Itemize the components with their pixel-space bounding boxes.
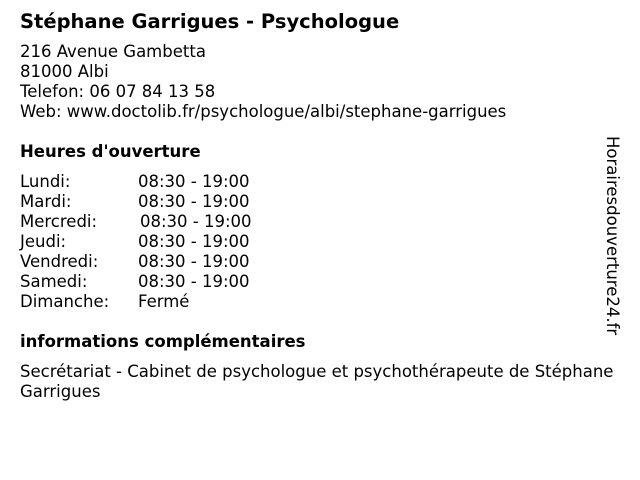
hours-day: Samedi: xyxy=(20,272,88,291)
hours-day: Vendredi: xyxy=(20,252,99,271)
street-address: 216 Avenue Gambetta xyxy=(20,42,206,61)
hours-time: 08:30 - 19:00 xyxy=(138,192,250,211)
site-watermark: Horairesdouverture24.fr xyxy=(603,136,622,336)
opening-hours-heading: Heures d'ouverture xyxy=(20,142,201,161)
postal-city: 81000 Albi xyxy=(20,62,109,81)
hours-day: Mardi: xyxy=(20,192,72,211)
hours-row xyxy=(20,172,610,192)
address-block xyxy=(20,42,610,122)
hours-row xyxy=(20,192,610,212)
hours-day: Lundi: xyxy=(20,172,71,191)
hours-day: Dimanche: xyxy=(20,292,110,311)
additional-info-heading: informations complémentaires xyxy=(20,332,306,351)
hours-day: Jeudi: xyxy=(20,232,67,251)
hours-row xyxy=(20,212,610,232)
hours-day: Mercredi: xyxy=(20,212,98,231)
hours-time: 08:30 - 19:00 xyxy=(138,252,250,271)
phone-number: Telefon: 06 07 84 13 58 xyxy=(20,82,216,101)
hours-time: Fermé xyxy=(138,292,190,311)
website-url: Web: www.doctolib.fr/psychologue/albi/stephane-garrigues xyxy=(20,102,507,121)
hours-time: 08:30 - 19:00 xyxy=(138,232,250,251)
business-title: Stéphane Garrigues - Psychologue xyxy=(20,10,400,33)
hours-time: 08:30 - 19:00 xyxy=(140,212,252,231)
opening-hours-table xyxy=(20,172,610,312)
hours-time: 08:30 - 19:00 xyxy=(138,272,250,291)
hours-row xyxy=(20,232,610,252)
additional-info-text: Secrétariat - Cabinet de psychologue et psychothérapeute de Stéphane Garrigues xyxy=(20,362,614,401)
hours-row xyxy=(20,292,610,312)
hours-row xyxy=(20,272,610,292)
hours-time: 08:30 - 19:00 xyxy=(138,172,250,191)
hours-row xyxy=(20,252,610,272)
